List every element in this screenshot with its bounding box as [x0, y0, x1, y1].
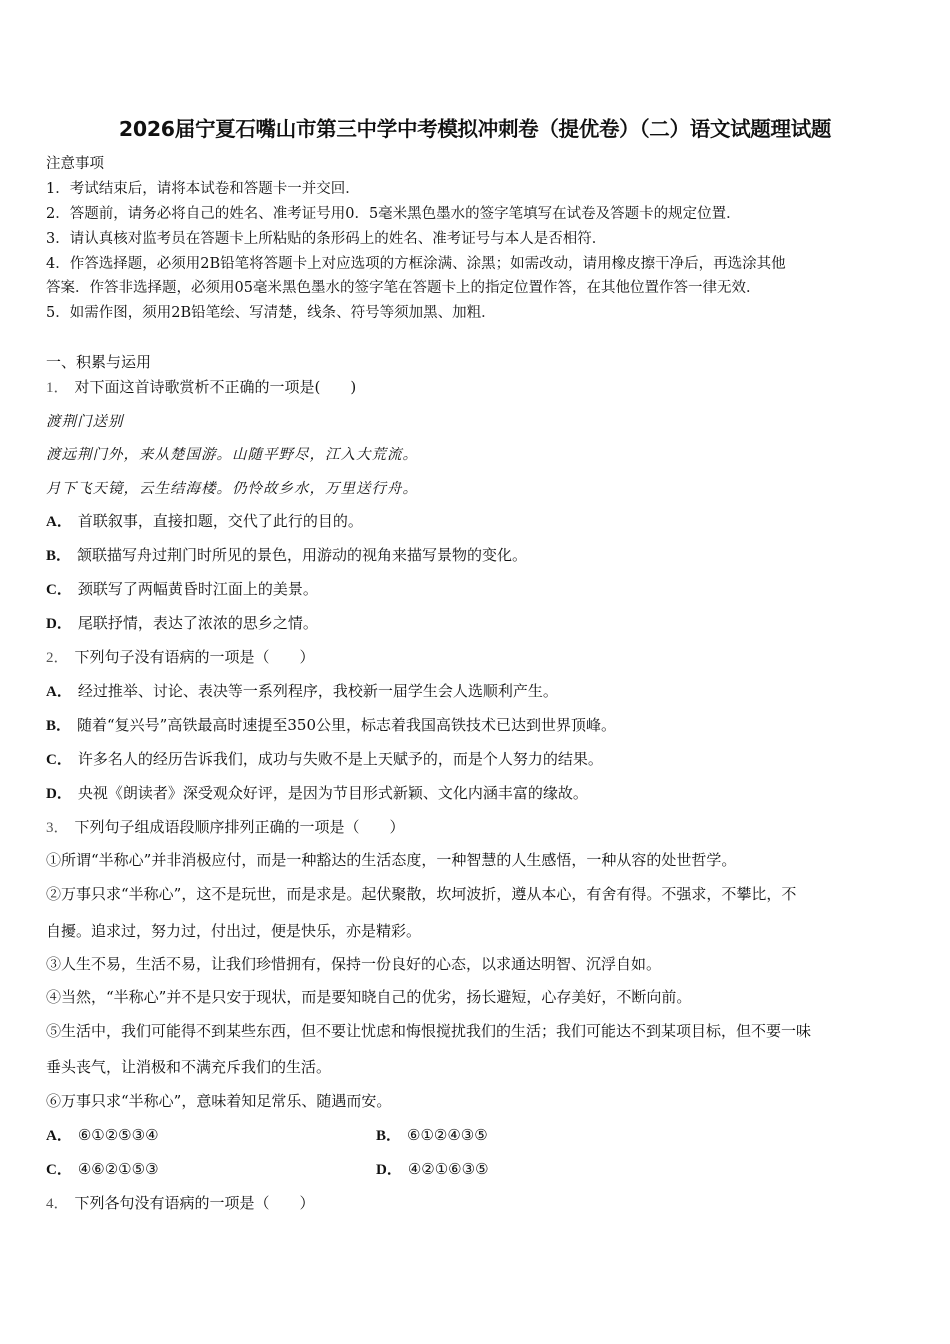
- question-2: [46, 646, 315, 667]
- option-a: [46, 680, 558, 701]
- poem-line: 渡远荆门外，来从楚国游。山随平野尽，江入大荒流。: [46, 447, 418, 463]
- option-a: [46, 510, 363, 531]
- sentence-line: ⑤生活中，我们可能得不到某些东西，但不要让忧虑和悔恨搅扰我们的生活；我们可能达不到某项目标，但不要一味: [46, 1022, 812, 1040]
- option-c: [46, 748, 603, 769]
- option-text: 经过推举、讨论、表决等一系列程序，我校新一届学生会人选顺利产生。: [77, 682, 558, 700]
- notice-item: 5．如需作图，须用2B铅笔绘、写清楚，线条、符号等须加黑、加粗．: [46, 305, 496, 321]
- option-letter: A．: [46, 1128, 72, 1144]
- option-text: 许多名人的经历告诉我们，成功与失败不是上天赋予的，而是个人努力的结果。: [77, 750, 603, 768]
- option-a: [46, 1124, 159, 1145]
- option-text: ⑥①②⑤③④: [77, 1126, 159, 1144]
- notice-item: 2．答题前，请务必将自己的姓名、准考证号用0．5毫米黑色墨水的签字笔填写在试卷及答题卡的规定位置．: [46, 206, 741, 222]
- question-number: 4．: [46, 1196, 69, 1212]
- option-text: ④②①⑥③⑤: [407, 1160, 489, 1178]
- option-c: [46, 1158, 159, 1179]
- option-text: 颈联写了两幅黄昏时江面上的美景。: [77, 580, 318, 598]
- option-letter: C．: [46, 1162, 72, 1178]
- sentence-line: ②万事只求“半称心”，这不是玩世，而是求是。起伏聚散，坎坷波折，遵从本心，有舍有得。不强求，不攀比，不: [46, 885, 797, 903]
- question-3: [46, 816, 405, 837]
- option-letter: D．: [376, 1162, 402, 1178]
- notice-heading: 注意事项: [46, 156, 104, 172]
- poem-line: 月下飞天镜，云生结海楼。仍怜故乡水，万里送行舟。: [46, 481, 418, 497]
- question-number: 2．: [46, 650, 69, 666]
- question-4: [46, 1192, 315, 1213]
- page-title: 2026届宁夏石嘴山市第三中学中考模拟冲刺卷（提优卷）（二）语文试题理试题: [118, 117, 832, 141]
- option-d: [46, 782, 588, 803]
- option-letter: B．: [376, 1128, 402, 1144]
- notice-item: 3．请认真核对监考员在答题卡上所粘贴的条形码上的姓名、准考证号与本人是否相符．: [46, 231, 607, 247]
- option-letter: A．: [46, 514, 72, 530]
- option-letter: C．: [46, 582, 72, 598]
- option-text: 首联叙事，直接扣题，交代了此行的目的。: [77, 512, 363, 530]
- sentence-line: ③人生不易，生活不易，让我们珍惜拥有，保持一份良好的心态，以求通达明智、沉浮自如。: [46, 955, 662, 973]
- question-stem: 下列句子没有语病的一项是（ ）: [74, 648, 315, 666]
- question-stem: 对下面这首诗歌赏析不正确的一项是( ): [74, 378, 357, 396]
- option-text: 颔联描写舟过荆门时所见的景色，用游动的视角来描写景物的变化。: [77, 546, 528, 564]
- option-letter: A．: [46, 684, 72, 700]
- option-b: [46, 714, 616, 735]
- sentence-line: ⑥万事只求“半称心”，意味着知足常乐、随遇而安。: [46, 1092, 392, 1110]
- poem-title: 渡荆门送别: [46, 414, 124, 430]
- question-number: 1．: [46, 380, 69, 396]
- sentence-line: ①所谓“半称心”并非消极应付，而是一种豁达的生活态度，一种智慧的人生感悟，一种从容的处世哲学。: [46, 851, 737, 869]
- option-letter: B．: [46, 718, 72, 734]
- question-stem: 下列各句没有语病的一项是（ ）: [74, 1194, 315, 1212]
- option-text: 尾联抒情，表达了浓浓的思乡之情。: [77, 614, 318, 632]
- question-1: [46, 376, 356, 397]
- option-letter: C．: [46, 752, 72, 768]
- option-letter: D．: [46, 786, 72, 802]
- question-stem: 下列句子组成语段顺序排列正确的一项是（ ）: [74, 818, 405, 836]
- section-heading: 一、积累与运用: [46, 353, 152, 371]
- notice-item: 1．考试结束后，请将本试卷和答题卡一并交回．: [46, 181, 360, 197]
- sentence-line: 自擾。追求过，努力过，付出过，便是快乐，亦是精彩。: [46, 922, 422, 940]
- question-number: 3．: [46, 820, 69, 836]
- option-b: [46, 544, 527, 565]
- option-d: [46, 612, 318, 633]
- option-c: [46, 578, 318, 599]
- option-text: 央视《朗读者》深受观众好评，是因为节目形式新颖、文化内涵丰富的缘故。: [77, 784, 588, 802]
- option-letter: D．: [46, 616, 72, 632]
- option-b: [376, 1124, 488, 1145]
- option-text: ⑥①②④③⑤: [407, 1126, 488, 1144]
- sentence-line: ④当然，“半称心”并不是只安于现状，而是要知晓自己的优劣，扬长避短，心存美好，不断向前。: [46, 988, 692, 1006]
- option-letter: B．: [46, 548, 72, 564]
- option-text: ④⑥②①⑤③: [77, 1160, 159, 1178]
- option-d: [376, 1158, 489, 1179]
- option-text: 随着“复兴号”高铁最高时速提至350公里，标志着我国高铁技术已达到世界顶峰。: [77, 716, 616, 734]
- sentence-line: 垂头丧气，让消极和不满充斥我们的生活。: [46, 1058, 332, 1076]
- notice-item: 4．作答选择题，必须用2B铅笔将答题卡上对应选项的方框涂满、涂黑；如需改动，请用橡皮擦干净后，再选涂其他: [46, 256, 786, 272]
- notice-item: 答案．作答非选择题，必须用05毫米黑色墨水的签字笔在答题卡上的指定位置作答，在其他位置作答一律无效．: [46, 280, 761, 296]
